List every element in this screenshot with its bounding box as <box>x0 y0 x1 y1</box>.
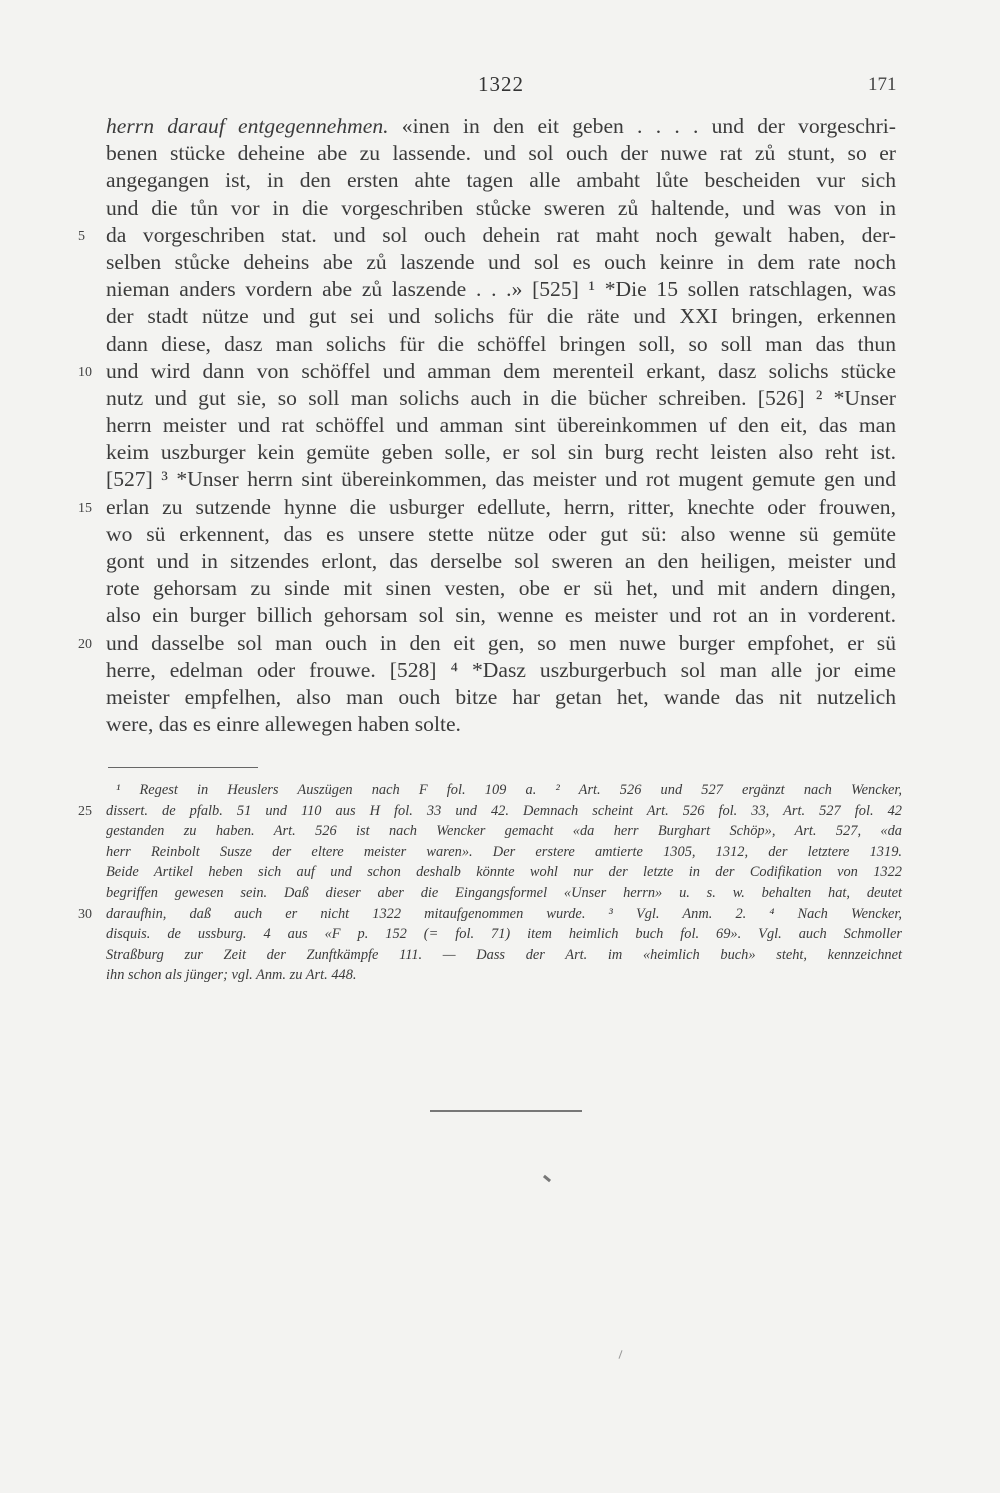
text-line-content: herrn darauf entgegennehmen. «inen in den eit geben . . . . und der vorgeschri- <box>106 114 896 138</box>
text-line <box>106 331 896 358</box>
text-line-content: dann diese, dasz man solichs für die schöffel bringen soll, so soll man das thun <box>106 331 896 356</box>
footnote-line-content: begriffen gewesen sein. Daß dieser aber die Eingangsformel «Unser herrn» u. s. w. behalten hat, deutet <box>106 884 902 901</box>
text-line <box>106 439 896 466</box>
text-line <box>106 195 896 222</box>
footnote-line <box>106 842 902 863</box>
text-line-content: keim uszburger kein gemüte geben solle, er sol sin burg recht leisten also reht ist. <box>106 440 896 465</box>
footnote-line-content: dissert. de pfalb. 51 und 110 aus H fol. 33 und 42. Demnach scheint Art. 526 fol. 33, Art. 527 fol. 42 <box>106 802 902 819</box>
text-line <box>106 684 896 711</box>
text-line-content: gont und in sitzendes erlont, das derselbe sol sweren an den heiligen, meister und <box>106 549 896 573</box>
line-number: 30 <box>78 906 92 922</box>
text-line <box>106 113 896 140</box>
text-line-content: herre, edelman oder frouwe. [528] ⁴ *Dasz uszburgerbuch sol man alle jor eime <box>106 657 896 682</box>
text-line <box>78 494 896 521</box>
text-line-content: herrn meister und rat schöffel und amman sint übereinkommen uf den eit, das man <box>106 413 896 438</box>
text-line <box>78 630 896 657</box>
text-line-content: [527] ³ *Unser herrn sint übereinkommen, das meister und rot mugent gemute gen und <box>106 467 896 492</box>
text-line <box>106 249 896 276</box>
text-line-content: und die tůn vor in die vorgeschriben stůcke sweren zů haltende, und was von in <box>106 195 896 220</box>
text-line-content: rote gehorsam zu sinde mit sinen vesten, obe er sü het, und mit andern dingen, <box>106 576 896 601</box>
ink-speck <box>618 1350 622 1359</box>
footnotes <box>78 780 902 986</box>
footnote-line-content: Straßburg zur Zeit der Zunftkämpfe 111. — Dass der Art. im «heimlich buch» steht, kennzeichnet <box>106 946 902 963</box>
text-line <box>106 657 896 684</box>
text-line-content: und dasselbe sol man ouch in den eit gen, so men nuwe burger empfohet, er sü <box>106 630 896 655</box>
text-line <box>106 711 896 738</box>
line-number: 5 <box>78 228 85 244</box>
footnote-line-content: disquis. de ussburg. 4 aus «F p. 152 (= fol. 71) item heimlich buch fol. 69». Vgl. auch Schmoller <box>106 926 902 943</box>
footnote-line <box>106 945 902 966</box>
footnote-line-content: herr Reinbolt Susze der eltere meister waren». Der erstere amtierte 1305, 1312, der letztere 1319. <box>106 843 902 860</box>
text-line-content: were, das es einre allewegen haben solte. <box>106 712 461 737</box>
main-text <box>78 113 896 738</box>
line-number: 20 <box>78 636 92 652</box>
text-line-content: angegangen ist, in den ersten ahte tagen alle ambaht lůte bescheiden vur sich <box>106 168 896 193</box>
footnote-line <box>106 780 902 801</box>
text-line <box>106 167 896 194</box>
text-line-content: nutz und gut sie, so soll man solichs auch in die bücher schreiben. [526] ² *Unser <box>106 385 896 410</box>
text-line-content: der stadt nütze und gut sei und solichs für die räte und XXI bringen, erkennen <box>106 304 896 329</box>
text-line-content: benen stücke deheine abe zu lassende. und sol ouch der nuwe rat zů stunt, so er <box>106 141 896 166</box>
line-number: 15 <box>78 500 92 516</box>
footnote-line <box>106 862 902 883</box>
text-line <box>78 358 896 385</box>
footnote-line-content: daraufhin, daß auch er nicht 1322 mitaufgenommen wurde. ³ Vgl. Anm. 2. ⁴ Nach Wencker, <box>106 905 902 922</box>
text-line <box>78 222 896 249</box>
footnote-line-content: Beide Artikel heben sich auf und schon deshalb könnte wohl nur der letzte in der Codifikation von 1322 <box>106 864 902 881</box>
text-line <box>106 521 896 548</box>
text-line <box>106 602 896 629</box>
text-line-content: wo sü erkennent, das es unsere stette nütze oder gut sü: also wenne sü gemüte <box>106 521 896 546</box>
footnote-line <box>106 924 902 945</box>
text-line <box>106 575 896 602</box>
footnote-line <box>106 883 902 904</box>
bottom-rule <box>430 1110 582 1112</box>
text-line <box>106 303 896 330</box>
footnote-line <box>106 965 902 986</box>
text-line <box>106 466 896 493</box>
text-line-content: nieman anders vordern abe zů laszende . . .» [525] ¹ *Die 15 sollen ratschlagen, was <box>106 277 896 302</box>
ink-speck <box>543 1175 551 1182</box>
text-line <box>106 276 896 303</box>
footnote-line-content: ¹ Regest in Heuslers Auszügen nach F fol. 109 a. ² Art. 526 und 527 ergänzt nach Wencker, <box>116 782 902 798</box>
text-line-content: also ein burger billich gehorsam sol sin, wenne es meister und rot an in vorderent. <box>106 603 896 628</box>
footnote-line <box>78 801 902 822</box>
page-number: 171 <box>868 74 897 95</box>
footnote-line <box>106 821 902 842</box>
footnote-separator <box>108 767 258 768</box>
footnote-line-content: gestanden zu haben. Art. 526 ist nach Wencker gemacht «da herr Burghart Schöp», Art. 527, «da <box>106 823 902 840</box>
line-number: 25 <box>78 803 92 819</box>
text-line-content: meister empfelhen, also man ouch bitze har getan het, wande das nit nutzelich <box>106 684 896 709</box>
text-line <box>106 385 896 412</box>
footnote-line <box>78 904 902 925</box>
text-line-content: und wird dann von schöffel und amman dem merenteil erkant, dasz solichs stücke <box>106 358 896 383</box>
line-number: 10 <box>78 364 92 380</box>
text-line-content: da vorgeschriben stat. und sol ouch dehein rat maht noch gewalt haben, der- <box>106 222 896 247</box>
text-line <box>106 412 896 439</box>
running-head-year: 1322 <box>478 72 524 96</box>
text-line-content: erlan zu sutzende hynne die usburger edellute, herrn, ritter, knechte oder frouwen, <box>106 494 896 519</box>
text-line-content: selben stůcke deheins abe zů laszende und sol es ouch keinre in dem rate noch <box>106 249 896 274</box>
text-line <box>106 140 896 167</box>
text-line <box>106 548 896 575</box>
footnote-line-content: ihn schon als jünger; vgl. Anm. zu Art. 448. <box>106 967 357 984</box>
